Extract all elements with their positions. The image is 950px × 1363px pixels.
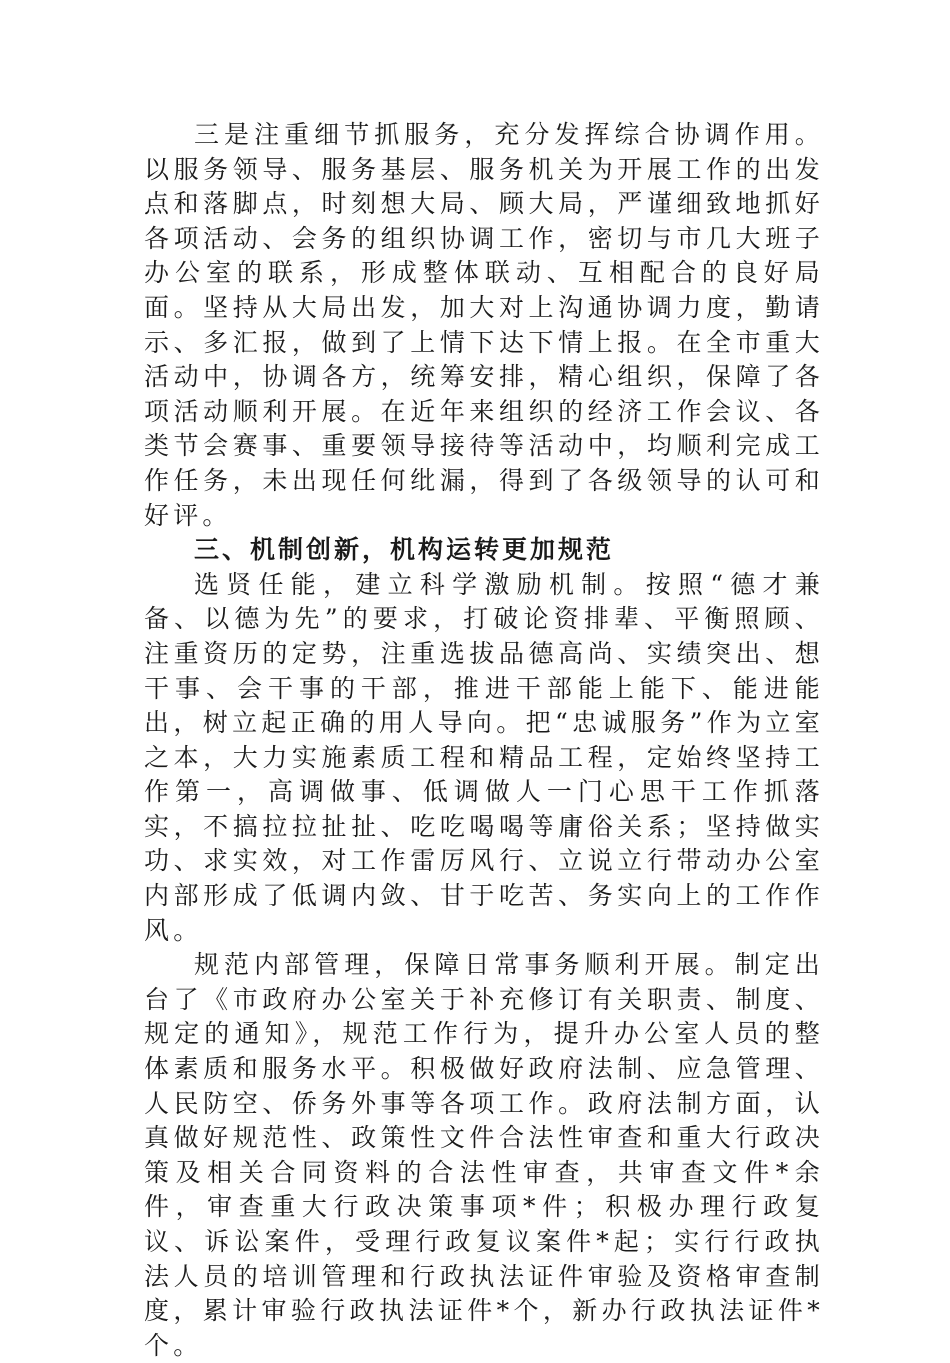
document-body [144,118,824,1363]
paragraph-internal-management: 规范内部管理，保障日常事务顺利开展。制定出台了《市政府办公室关于补充修订有关职责、制度、规定的通知》，规范工作行为，提升办公室人员的整体素质和服务水平。积极做好政府法制、应急管理、人民防空、侨务外事等各项工作。政府法制方面，认真做好规范性、政策性文件合法性审查和重大行政决策及相关合同资料的合法性审查，共审查文件*余件，审查重大行政决策事项*件；积极办理行政复议、诉讼案件，受理行政复议案件*起；实行行政执法人员的培训管理和行政执法证件审验及资格审查制度，累计审验行政执法证件*个，新办行政执法证件*个。 [144,950,824,1360]
paragraph-talent-selection: 选贤任能，建立科学激励机制。按照“德才兼备、以德为先”的要求，打破论资排辈、平衡照顾、注重资历的定势，注重选拔品德高尚、实绩突出、想干事、会干事的干部，推进干部能上能下、能进能出，树立起正确的用人导向。把“忠诚服务”作为立室之本，大力实施素质工程和精品工程，定始终坚持工作第一，高调做事、低调做人一门心思干工作抓落实，不搞拉拉扯扯、吃吃喝喝等庸俗关系；坚持做实功、求实效，对工作雷厉风行、立说立行带动办公室内部形成了低调内敛、甘于吃苦、务实向上的工作作风。 [144,569,824,945]
paragraph-coordination-service: 三是注重细节抓服务，充分发挥综合协调作用。以服务领导、服务基层、服务机关为开展工作的出发点和落脚点，时刻想大局、顾大局，严谨细致地抓好各项活动、会务的组织协调工作，密切与市几大班子办公室的联系，形成整体联动、互相配合的良好局面。坚持从大局出发，加大对上沟通协调力度，勤请示、多汇报，做到了上情下达下情上报。在全市重大活动中，协调各方，统筹安排，精心组织，保障了各项活动顺利开展。在近年来组织的经济工作会议、各类节会赛事、重要领导接待等活动中，均顺利完成工作任务，未出现任何纰漏，得到了各级领导的认可和好评。 [144,120,824,530]
section-heading: 三、机制创新，机构运转更加规范 [194,535,615,565]
